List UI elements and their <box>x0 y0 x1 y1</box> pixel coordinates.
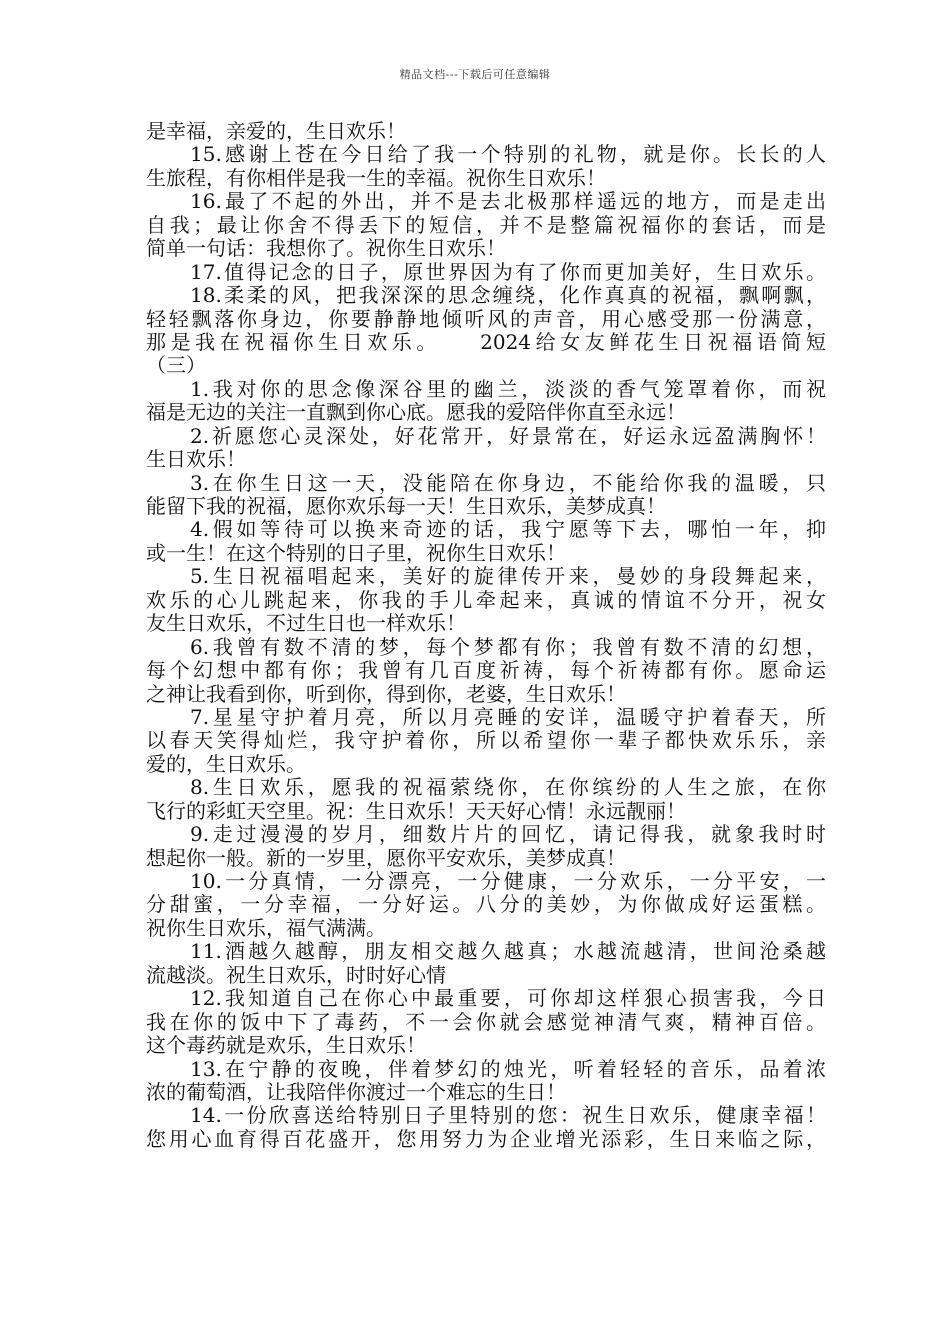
text-line: 18.柔柔的风，把我深深的思念缠绕，化作真真的祝福，飘啊飘， <box>190 283 826 308</box>
text-line: 3.在你生日这一天，没能陪在你身边，不能给你我的温暖，只 <box>190 470 826 495</box>
page-header: 精品文档---下载后可任意编辑 <box>399 68 551 81</box>
text-line: 之神让我看到你，听到你，得到你，老婆，生日欢乐！ <box>146 681 626 706</box>
text-line: 13.在宁静的夜晚，伴着梦幻的烛光，听着轻轻的音乐，品着浓 <box>190 1056 826 1081</box>
text-line: 爱的，生日欢乐。 <box>146 751 306 776</box>
text-line: 7.星星守护着月亮，所以月亮睡的安详，温暖守护着春天，所 <box>190 704 826 729</box>
text-line: （三） <box>146 353 206 378</box>
text-line: 流越淡。祝生日欢乐，时时好心情 <box>146 962 446 987</box>
text-line: 17.值得记念的日子，原世界因为有了你而更加美好，生日欢乐。 <box>190 259 826 284</box>
text-line: 每个幻想中都有你；我曾有几百度祈祷，每个祈祷都有你。愿命运 <box>146 658 826 683</box>
text-line: 我在你的饭中下了毒药，不一会你就会感觉神清气爽，精神百倍。 <box>146 1009 826 1034</box>
text-line: 浓的葡萄酒，让我陪伴你渡过一个难忘的生日！ <box>146 1079 566 1104</box>
text-line: 简单一句话：我想你了。祝你生日欢乐！ <box>146 236 506 261</box>
text-line: 您用心血育得百花盛开，您用努力为企业增光添彩，生日来临之际， <box>146 1126 826 1151</box>
text-line: 福是无边的关注一直飘到你心底。愿我的爱陪伴你直至永远！ <box>146 400 686 425</box>
text-line: 10.一分真情，一分漂亮，一分健康，一分欢乐，一分平安，一 <box>190 869 826 893</box>
text-line: 那是我在祝福你生日欢乐。 2024给女友鲜花生日祝福语简短 <box>146 329 826 354</box>
text-line: 这个毒药就是欢乐，生日欢乐！ <box>146 1033 426 1058</box>
text-line: 友生日欢乐，不过生日也一样欢乐！ <box>146 611 466 636</box>
text-line: 欢乐的心儿跳起来，你我的手儿牵起来，真诚的情谊不分开，祝女 <box>146 587 826 612</box>
document-body <box>146 120 826 1151</box>
text-line: 轻轻飘落你身边，你要静静地倾听风的声音，用心感受那一份满意， <box>146 306 826 331</box>
text-line: 分甜蜜，一分幸福，一分好运。八分的美妙，为你做成好运蛋糕。 <box>146 892 826 917</box>
text-line: 或一生！在这个特别的日子里，祝你生日欢乐！ <box>146 540 566 565</box>
text-line: 14.一份欣喜送给特别日子里特别的您：祝生日欢乐，健康幸福！ <box>190 1103 826 1128</box>
text-line: 12.我知道自己在你心中最重要，可你却这样狠心损害我，今日 <box>190 986 826 1011</box>
text-line: 6.我曾有数不清的梦，每个梦都有你；我曾有数不清的幻想， <box>190 634 826 659</box>
text-line: 2.祈愿您心灵深处，好花常开，好景常在，好运永远盈满胸怀！ <box>190 423 826 448</box>
text-line: 8.生日欢乐，愿我的祝福萦绕你，在你缤纷的人生之旅，在你 <box>190 775 826 800</box>
text-line: 能留下我的祝福，愿你欢乐每一天！生日欢乐，美梦成真！ <box>146 494 666 518</box>
text-line: 祝你生日欢乐，福气满满。 <box>146 915 386 940</box>
text-line: 16.最了不起的外出，并不是去北极那样遥远的地方，而是走出 <box>190 189 826 214</box>
text-line: 以春天笑得灿烂，我守护着你，所以希望你一辈子都快欢乐乐，亲 <box>146 728 826 753</box>
text-line: 11.酒越久越醇，朋友相交越久越真；水越流越清，世间沧桑越 <box>190 939 826 964</box>
text-line: 15.感谢上苍在今日给了我一个特别的礼物，就是你。长长的人 <box>190 142 826 167</box>
text-line: 1.我对你的思念像深谷里的幽兰，淡淡的香气笼罩着你，而祝 <box>190 376 826 401</box>
text-line: 生日欢乐！ <box>146 447 246 472</box>
text-line: 4.假如等待可以换来奇迹的话，我宁愿等下去，哪怕一年，抑 <box>190 517 826 542</box>
text-line: 自我；最让你舍不得丢下的短信，并不是整篇祝福你的套话，而是 <box>146 212 826 237</box>
text-line: 飞行的彩虹天空里。祝：生日欢乐！天天好心情！永远靓丽！ <box>146 798 686 823</box>
text-line: 生旅程，有你相伴是我一生的幸福。祝你生日欢乐！ <box>146 165 606 190</box>
text-line: 想起你一般。新的一岁里，愿你平安欢乐，美梦成真！ <box>146 845 626 870</box>
text-line: 9.走过漫漫的岁月，细数片片的回忆，请记得我，就象我时时 <box>190 822 826 847</box>
text-line: 是幸福，亲爱的，生日欢乐！ <box>146 119 406 143</box>
text-line: 5.生日祝福唱起来，美好的旋律传开来，曼妙的身段舞起来， <box>190 564 826 589</box>
